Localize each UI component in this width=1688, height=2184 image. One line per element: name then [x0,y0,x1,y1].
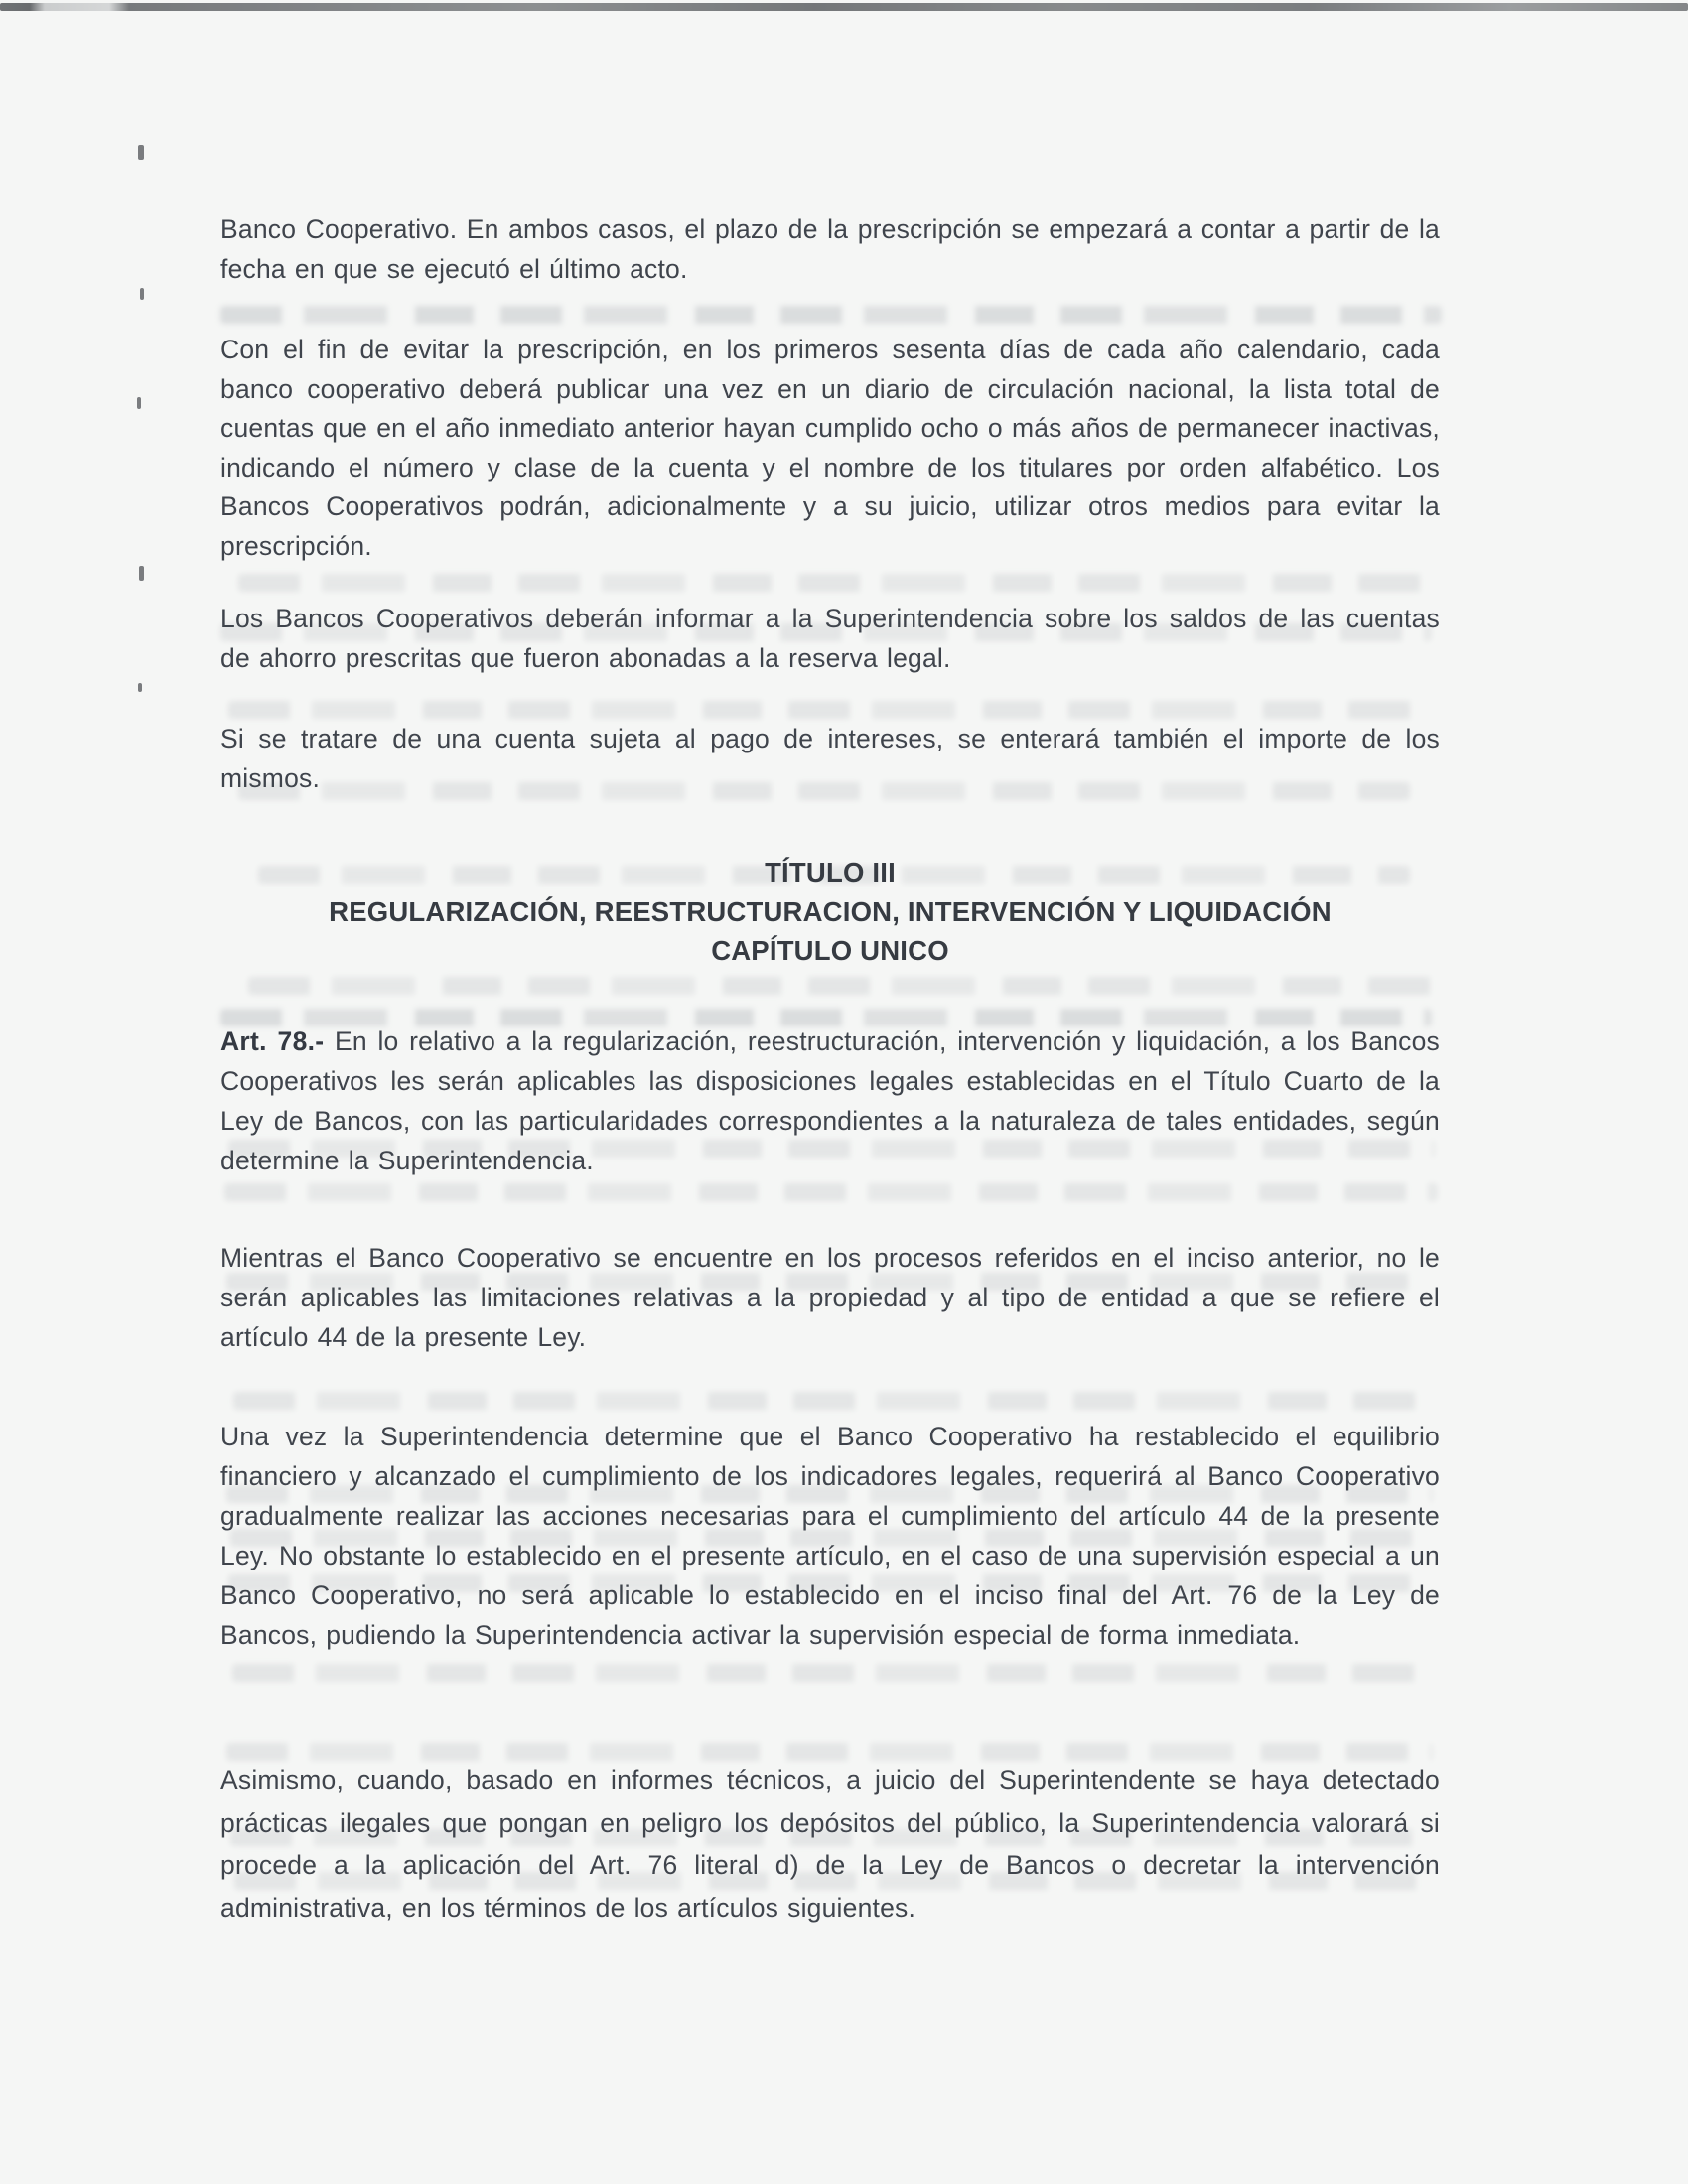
bleedthrough-text-line [232,1664,1429,1682]
scanner-edge-artifact [0,3,1688,11]
paragraph-mientras: Mientras el Banco Cooperativo se encuentre en los procesos referidos en el inciso anterior, no le serán aplicables las limitaciones relativas a la propiedad y al tipo de entidad a que se refiere el artículo 44 de la presente Ley. [220,1243,1440,1352]
paragraph-article-78 [220,1022,1440,1180]
bleedthrough-text-line [238,574,1440,592]
section-heading [220,853,1440,971]
heading-capitulo-unico: CAPÍTULO UNICO [711,935,949,966]
paragraph-una-vez: Una vez la Superintendencia determine que el Banco Cooperativo ha restablecido el equilibrio financiero y alcanzado el cumplimiento de los indicadores legales, requerirá al Banco Cooperativo gradualmente realizar las acciones necesarias para el cumplimiento del artículo 44 de la presente Ley. No obstante lo establecido en el presente artículo, en el caso de una supervisión especial a un Banco Cooperativo, no será aplicable lo establecido en el inciso final del Art. 76 de la Ley de Bancos, pudiendo la Superintendencia activar la supervisión especial de forma inmediata. [220,1422,1440,1650]
article-78-text: En lo relativo a la regularización, reestructuración, intervención y liquidación, a los Bancos Cooperativos les serán aplicables las disposiciones legales establecidas en el Título Cuarto de la Ley de Bancos, con las particularidades correspondientes a la naturaleza de tales entidades, según determine la Superintendencia. [220,1026,1440,1175]
paragraph-interest-accounts: Si se tratare de una cuenta sujeta al pago de intereses, se enterará también el importe de los mismos. [220,724,1440,793]
scan-speck [140,288,144,300]
paragraph-prescription-start: Banco Cooperativo. En ambos casos, el plazo de la prescripción se empezará a contar a partir de la fecha en que se ejecutó el último acto. [220,214,1440,284]
bleedthrough-text-line [233,1392,1430,1410]
bleedthrough-text-line [228,701,1420,719]
heading-regularizacion: REGULARIZACIÓN, REESTRUCTURACION, INTERVENCIÓN Y LIQUIDACIÓN [329,895,1332,927]
scan-speck [137,397,141,409]
paragraph-inform-superintendencia: Los Bancos Cooperativos deberán informar a la Superintendencia sobre los saldos de las cuentas de ahorro prescritas que fueron abonadas a la reserva legal. [220,604,1440,673]
bleedthrough-text-line [248,977,1440,995]
bleedthrough-text-line [220,306,1442,324]
scan-speck [139,566,144,581]
paragraph-asimismo: Asimismo, cuando, basado en informes técnicos, a juicio del Superintendente se haya detectado prácticas ilegales que pongan en peligro los depósitos del público, la Superintendencia valorará si procede a la aplicación del Art. 76 literal d) de la Ley de Bancos o decretar la intervención administrativa, en los términos de los artículos siguientes. [220,1765,1440,1923]
scan-speck [138,683,142,692]
heading-titulo-iii: TÍTULO III [765,857,896,887]
scan-speck [138,145,144,160]
paragraph-avoid-prescription: Con el fin de evitar la prescripción, en los primeros sesenta días de cada año calendario, cada banco cooperativo deberá publicar una vez en un diario de circulación nacional, la lista total de cuentas que en el año inmediato anterior hayan cumplido ocho o más años de permanecer inactivas, indicando el número y clase de la cuenta y el nombre de los titulares por orden alfabético. Los Bancos Cooperativos podrán, adicionalmente y a su juicio, utilizar otros medios para evitar la prescripción. [220,335,1440,561]
bleedthrough-text-line [224,1183,1438,1201]
article-78-label: Art. 78.- [220,1026,325,1056]
